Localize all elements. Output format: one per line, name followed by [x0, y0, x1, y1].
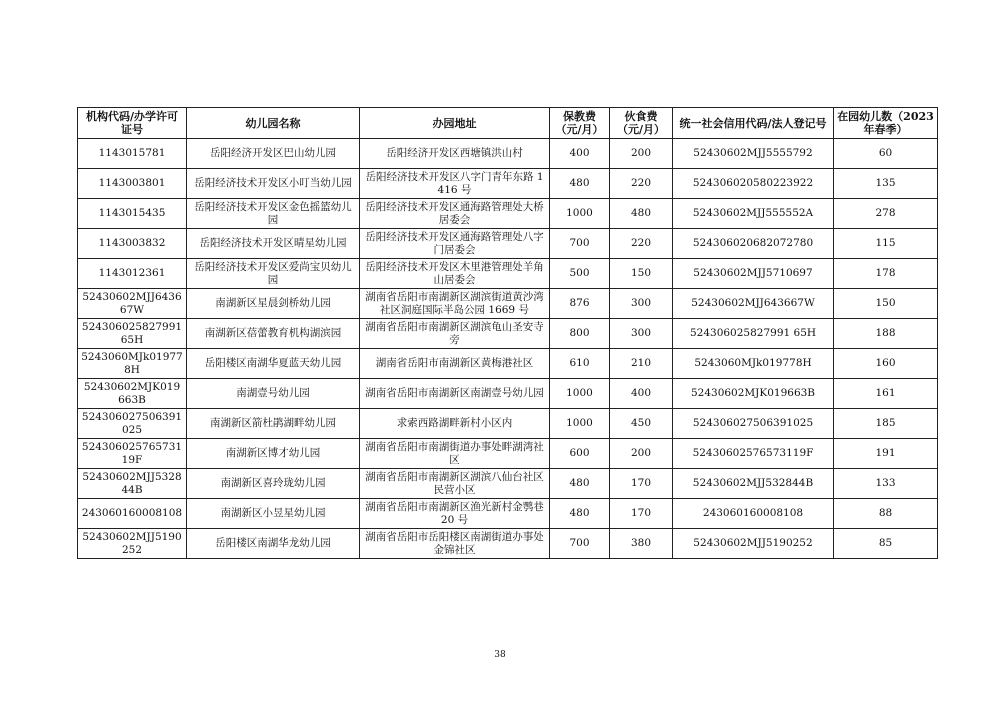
cell-kindergarten-name: 岳阳经济技术开发区金色摇篮幼儿园 [187, 199, 360, 229]
cell-institution-code: 1143015435 [78, 199, 187, 229]
cell-institution-code: 52430602MJK019663B [78, 379, 187, 409]
cell-kindergarten-name: 南湖新区蓓蕾教育机构湖滨园 [187, 319, 360, 349]
cell-kindergarten-name: 南湖新区小昱星幼儿园 [187, 499, 360, 529]
cell-credit-code: 52430602MJJ532844B [673, 469, 834, 499]
cell-meal-fee: 380 [610, 529, 673, 559]
cell-institution-code: 52430602576573119F [78, 439, 187, 469]
cell-address: 湖南省岳阳市南湖新区南湖壹号幼儿园 [360, 379, 550, 409]
cell-address: 湖南省岳阳市南湖街道办事处畔湖湾社区 [360, 439, 550, 469]
cell-kindergarten-name: 岳阳经济技术开发区小叮当幼儿园 [187, 169, 360, 199]
cell-meal-fee: 170 [610, 469, 673, 499]
table-row [78, 499, 938, 529]
cell-meal-fee: 170 [610, 499, 673, 529]
cell-tuition-fee: 800 [550, 319, 610, 349]
cell-meal-fee: 480 [610, 199, 673, 229]
cell-address: 求索西路湖畔新村小区内 [360, 409, 550, 439]
table-body [78, 139, 938, 559]
cell-address: 湖南省岳阳市南湖新区湖滨八仙台社区民营小区 [360, 469, 550, 499]
cell-meal-fee: 200 [610, 139, 673, 169]
cell-institution-code: 52430602MJJ532844B [78, 469, 187, 499]
cell-address: 湖南省岳阳市南湖新区湖滨街道黄沙湾社区洞庭国际半岛公园 1669 号 [360, 289, 550, 319]
cell-address: 湖南省岳阳市南湖新区湖滨龟山圣安寺旁 [360, 319, 550, 349]
cell-kindergarten-name: 南湖壹号幼儿园 [187, 379, 360, 409]
cell-institution-code: 1143003801 [78, 169, 187, 199]
cell-enrollment: 160 [834, 349, 938, 379]
cell-meal-fee: 220 [610, 229, 673, 259]
cell-enrollment: 133 [834, 469, 938, 499]
cell-address: 岳阳经济技术开发区通海路管理处八字门居委会 [360, 229, 550, 259]
cell-institution-code: 1143003832 [78, 229, 187, 259]
cell-tuition-fee: 480 [550, 169, 610, 199]
cell-kindergarten-name: 岳阳楼区南湖华夏蓝天幼儿园 [187, 349, 360, 379]
header-tuition-fee: 保教费（元/月） [550, 108, 610, 139]
table-row [78, 319, 938, 349]
cell-credit-code: 243060160008108 [673, 499, 834, 529]
cell-kindergarten-name: 岳阳楼区南湖华龙幼儿园 [187, 529, 360, 559]
cell-kindergarten-name: 南湖新区星晨剑桥幼儿园 [187, 289, 360, 319]
cell-tuition-fee: 400 [550, 139, 610, 169]
cell-credit-code: 52430602MJJ5190252 [673, 529, 834, 559]
cell-meal-fee: 150 [610, 259, 673, 289]
cell-enrollment: 88 [834, 499, 938, 529]
header-enrollment: 在园幼儿数（2023 年春季） [834, 108, 938, 139]
cell-institution-code: 52430602MJJ643667W [78, 289, 187, 319]
cell-institution-code: 524306025827991 65H [78, 319, 187, 349]
table-row [78, 529, 938, 559]
table-row [78, 409, 938, 439]
cell-enrollment: 150 [834, 289, 938, 319]
cell-address: 岳阳经济开发区西塘镇洪山村 [360, 139, 550, 169]
cell-credit-code: 524306025827991 65H [673, 319, 834, 349]
cell-meal-fee: 400 [610, 379, 673, 409]
cell-tuition-fee: 610 [550, 349, 610, 379]
cell-address: 湖南省岳阳市岳阳楼区南湖街道办事处金锦社区 [360, 529, 550, 559]
cell-institution-code: 243060160008108 [78, 499, 187, 529]
header-kindergarten-name: 幼儿园名称 [187, 108, 360, 139]
cell-enrollment: 278 [834, 199, 938, 229]
cell-tuition-fee: 1000 [550, 199, 610, 229]
table-row [78, 199, 938, 229]
cell-institution-code: 1143012361 [78, 259, 187, 289]
cell-tuition-fee: 480 [550, 469, 610, 499]
cell-meal-fee: 200 [610, 439, 673, 469]
cell-tuition-fee: 1000 [550, 379, 610, 409]
table-row [78, 169, 938, 199]
table-row [78, 259, 938, 289]
cell-kindergarten-name: 岳阳经济开发区巴山幼儿园 [187, 139, 360, 169]
cell-enrollment: 115 [834, 229, 938, 259]
cell-institution-code: 1143015781 [78, 139, 187, 169]
cell-credit-code: 5243060MJk019778H [673, 349, 834, 379]
cell-credit-code: 52430602MJJ5710697 [673, 259, 834, 289]
header-address: 办园地址 [360, 108, 550, 139]
cell-kindergarten-name: 南湖新区箭杜鹃湖畔幼儿园 [187, 409, 360, 439]
cell-tuition-fee: 480 [550, 499, 610, 529]
cell-enrollment: 188 [834, 319, 938, 349]
cell-kindergarten-name: 南湖新区博才幼儿园 [187, 439, 360, 469]
table-row [78, 139, 938, 169]
cell-kindergarten-name: 岳阳经济技术开发区爱尚宝贝幼儿园 [187, 259, 360, 289]
cell-enrollment: 185 [834, 409, 938, 439]
cell-tuition-fee: 876 [550, 289, 610, 319]
header-meal-fee: 伙食费（元/月） [610, 108, 673, 139]
cell-credit-code: 524306020682072780 [673, 229, 834, 259]
cell-meal-fee: 210 [610, 349, 673, 379]
cell-institution-code: 52430602MJJ5190252 [78, 529, 187, 559]
cell-institution-code: 524306027506391025 [78, 409, 187, 439]
cell-tuition-fee: 600 [550, 439, 610, 469]
cell-enrollment: 178 [834, 259, 938, 289]
table-row [78, 379, 938, 409]
cell-address: 岳阳经济技术开发区八字门青年东路 1416 号 [360, 169, 550, 199]
table-row [78, 349, 938, 379]
cell-credit-code: 524306027506391025 [673, 409, 834, 439]
cell-credit-code: 52430602MJJ555552A [673, 199, 834, 229]
cell-enrollment: 60 [834, 139, 938, 169]
table-header-row [78, 108, 938, 139]
cell-kindergarten-name: 岳阳经济技术开发区晴星幼儿园 [187, 229, 360, 259]
page-number: 38 [494, 650, 506, 660]
kindergarten-fee-table [77, 107, 938, 559]
cell-institution-code: 5243060MJk019778H [78, 349, 187, 379]
cell-meal-fee: 450 [610, 409, 673, 439]
cell-meal-fee: 300 [610, 289, 673, 319]
cell-meal-fee: 300 [610, 319, 673, 349]
cell-enrollment: 135 [834, 169, 938, 199]
header-institution-code: 机构代码/办学许可证号 [78, 108, 187, 139]
cell-tuition-fee: 500 [550, 259, 610, 289]
table-row [78, 439, 938, 469]
cell-tuition-fee: 1000 [550, 409, 610, 439]
cell-enrollment: 191 [834, 439, 938, 469]
cell-credit-code: 52430602MJJ643667W [673, 289, 834, 319]
cell-kindergarten-name: 南湖新区喜玲珑幼儿园 [187, 469, 360, 499]
cell-credit-code: 52430602576573119F [673, 439, 834, 469]
cell-tuition-fee: 700 [550, 229, 610, 259]
cell-credit-code: 52430602MJK019663B [673, 379, 834, 409]
cell-credit-code: 524306020580223922 [673, 169, 834, 199]
cell-address: 湖南省岳阳市南湖新区渔光新村金鹗巷 20 号 [360, 499, 550, 529]
table-row [78, 229, 938, 259]
cell-enrollment: 161 [834, 379, 938, 409]
cell-tuition-fee: 700 [550, 529, 610, 559]
cell-address: 岳阳经济技术开发区通海路管理处大桥居委会 [360, 199, 550, 229]
table-row [78, 289, 938, 319]
cell-credit-code: 52430602MJJ5555792 [673, 139, 834, 169]
cell-address: 岳阳经济技术开发区木里港管理处羊角山居委会 [360, 259, 550, 289]
table-row [78, 469, 938, 499]
header-credit-code: 统一社会信用代码/法人登记号 [673, 108, 834, 139]
cell-address: 湖南省岳阳市南湖新区黄梅港社区 [360, 349, 550, 379]
cell-enrollment: 85 [834, 529, 938, 559]
cell-meal-fee: 220 [610, 169, 673, 199]
